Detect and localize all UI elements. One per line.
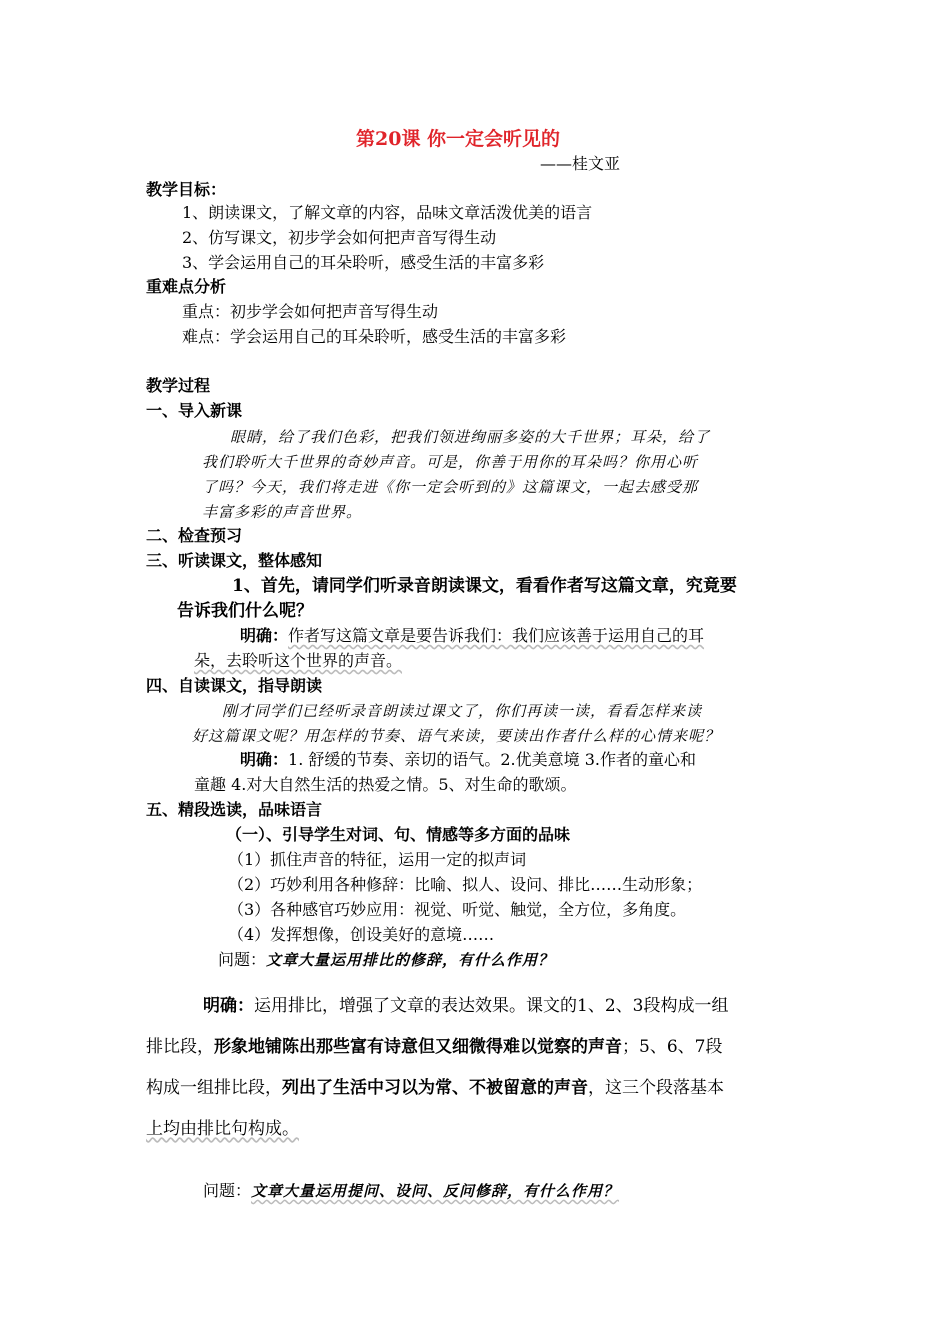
answer-text: ；5、6、7段 xyxy=(622,1037,723,1057)
question-line: 1、首先，请同学们听录音朗读课文，看看作者写这篇文章，究竟要 xyxy=(232,576,737,596)
objective-item: 1、朗读课文，了解文章的内容，品味文章活泼优美的语言 xyxy=(182,203,593,222)
answer-line: 朵，去聆听这个世界的声音。 xyxy=(194,651,403,670)
answer-label: 明确： xyxy=(203,996,254,1016)
point-item: （3）各种感官巧妙应用：视觉、听觉、触觉，全方位，多角度。 xyxy=(228,900,687,919)
difficult-point: 难点：学会运用自己的耳朵聆听，感受生活的丰富多彩 xyxy=(182,327,567,346)
answer-line xyxy=(240,750,696,770)
lesson-title: 第20课 你一定会听见的 xyxy=(356,128,561,150)
point-item: （1）抓住声音的特征，运用一定的拟声词 xyxy=(228,850,527,869)
answer-text: 排比段， xyxy=(146,1037,214,1057)
process-heading: 教学过程 xyxy=(146,376,211,395)
difficulty-heading: 重难点分析 xyxy=(146,277,227,296)
question-label: 问题： xyxy=(203,1181,252,1200)
answer-line xyxy=(203,995,728,1017)
objectives-heading: 教学目标： xyxy=(146,180,227,199)
intro-text-line: 丰富多彩的声音世界。 xyxy=(202,503,363,521)
intro-text-line: 了吗？今天，我们将走进《你一定会听到的》这篇课文，一起去感受那 xyxy=(202,478,699,496)
question-line: 告诉我们什么呢？ xyxy=(177,601,313,621)
key-point: 重点：初步学会如何把声音写得生动 xyxy=(182,302,439,321)
answer-text: 1. 舒缓的节奏、亲切的语气。2.优美意境 3.作者的童心和 xyxy=(288,750,696,769)
question-text: 文章大量运用排比的修辞，有什么作用？ xyxy=(266,951,555,969)
answer-line xyxy=(146,1077,724,1099)
answer-line xyxy=(240,626,704,646)
point-item: （2）巧妙利用各种修辞：比喻、拟人、设问、排比……生动形象； xyxy=(228,875,703,894)
answer-text: 构成一组排比段， xyxy=(146,1078,282,1098)
question-label: 问题： xyxy=(218,950,267,969)
point-item: （4）发挥想像，创设美好的意境…… xyxy=(228,925,495,944)
answer-text: 运用排比，增强了文章的表达效果。课文的1、2、3段构成一组 xyxy=(254,996,729,1016)
objective-item: 3、学会运用自己的耳朵聆听，感受生活的丰富多彩 xyxy=(182,253,545,272)
question-text: 文章大量运用提问、设问、反问修辞，有什么作用？ xyxy=(251,1182,620,1200)
answer-emphasis: 形象地铺陈出那些富有诗意但又细微得难以觉察的声音 xyxy=(214,1037,622,1057)
section-heading: 四、自读课文，指导朗读 xyxy=(146,676,323,695)
subsection-heading: （一）、引导学生对词、句、情感等多方面的品味 xyxy=(226,825,571,844)
answer-text: ，这三个段落基本 xyxy=(588,1078,724,1098)
section-heading: 五、精段选读，品味语言 xyxy=(146,800,323,819)
answer-line: 上均由排比句构成。 xyxy=(146,1119,299,1139)
section-heading: 三、听读课文，整体感知 xyxy=(146,551,323,570)
answer-line: 童趣 4.对大自然生活的热爱之情。5、对生命的歌颂。 xyxy=(194,775,577,794)
reading-text-line: 刚才同学们已经听录音朗读过课文了，你们再读一读，看看怎样来读 xyxy=(222,702,703,720)
section-heading: 一、导入新课 xyxy=(146,401,243,420)
question-line xyxy=(203,1181,619,1201)
author: ——桂文亚 xyxy=(540,154,621,173)
section-heading: 二、检查预习 xyxy=(146,526,243,545)
intro-text-line: 眼睛，给了我们色彩，把我们领进绚丽多姿的大千世界；耳朵，给了 xyxy=(230,428,711,446)
reading-text-line: 好这篇课文呢？用怎样的节奏、语气来读，要读出作者什么样的心情来呢？ xyxy=(192,727,721,745)
intro-text-line: 我们聆听大千世界的奇妙声音。可是，你善于用你的耳朵吗？你用心听 xyxy=(202,453,699,471)
answer-text: 作者写这篇文章是要告诉我们：我们应该善于运用自己的耳 xyxy=(288,626,705,645)
objective-item: 2、仿写课文，初步学会如何把声音写得生动 xyxy=(182,228,497,247)
question-line xyxy=(218,950,554,970)
answer-emphasis: 列出了生活中习以为常、不被留意的声音 xyxy=(282,1078,588,1098)
answer-label: 明确： xyxy=(240,750,289,769)
answer-line xyxy=(146,1036,722,1058)
answer-label: 明确： xyxy=(240,626,289,645)
